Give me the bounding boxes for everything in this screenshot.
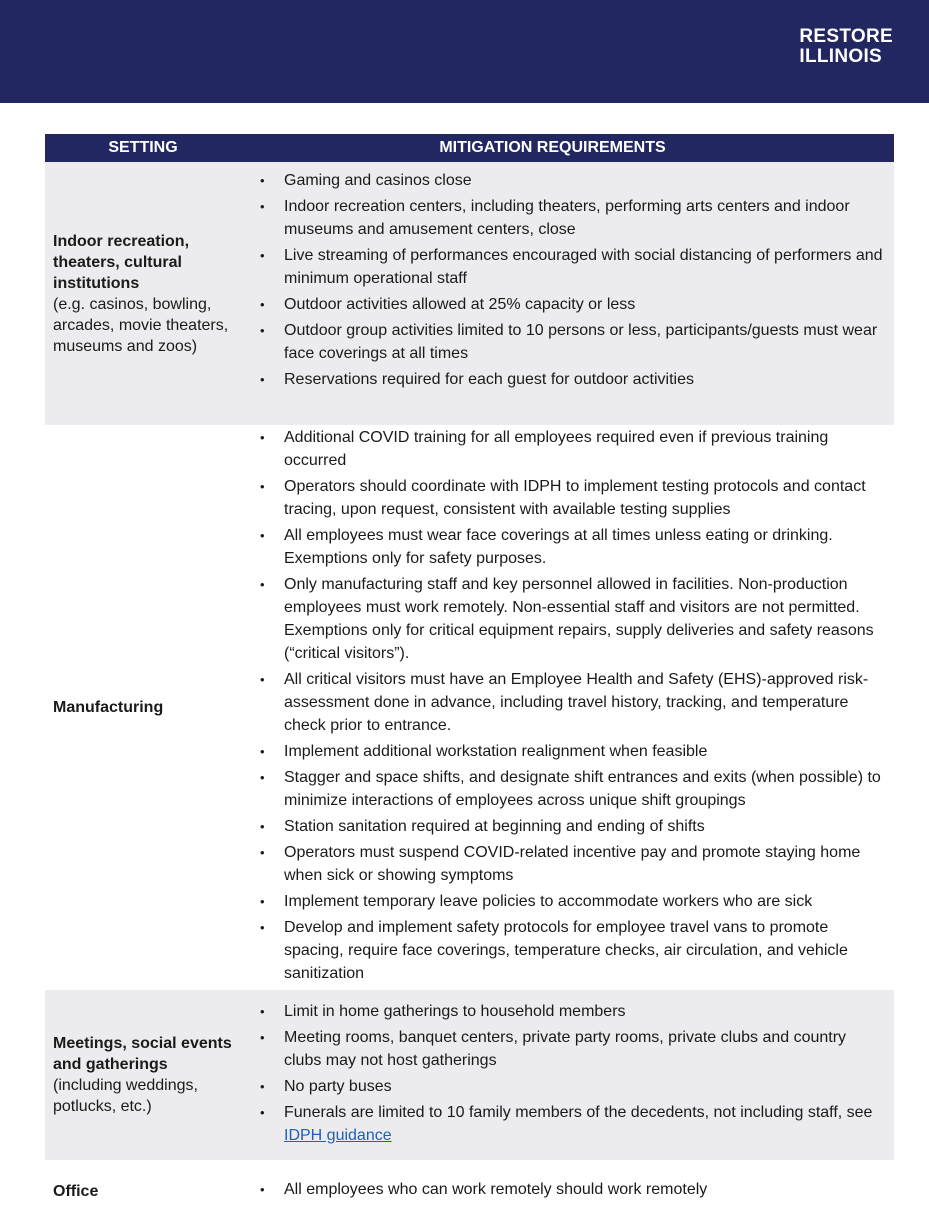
list-item: [260, 1101, 886, 1147]
table-row: [45, 1160, 894, 1230]
list-item: • Only manufacturing staff and key personnel allowed in facilities. Non-production employees must work remotely. Non-essential staff and visitors are not permitted. Exemptions only for critical equipment repairs, supply deliveries and safety reasons (“critical visitors”).: [260, 573, 886, 665]
table-row: [45, 425, 894, 990]
list-item: • Meeting rooms, banquet centers, private party rooms, private clubs and country clubs may not host gatherings: [260, 1026, 886, 1072]
list-item: • Station sanitation required at beginning and ending of shifts: [260, 815, 886, 838]
requirements-list: [260, 1000, 886, 1147]
requirements-cell: [245, 425, 894, 990]
requirements-list: [260, 426, 886, 985]
list-item: • Operators should coordinate with IDPH to implement testing protocols and contact tracing, upon request, consistent with available testing supplies: [260, 475, 886, 521]
list-item: • Live streaming of performances encouraged with social distancing of performers and minimum operational staff: [260, 244, 886, 290]
restore-illinois-logo: [799, 27, 893, 67]
funerals-text: Funerals are limited to 10 family members of the decedents, not including staff, see: [284, 1104, 873, 1121]
list-item: • Develop and implement safety protocols for employee travel vans to promote spacing, require face coverings, temperature checks, air circulation, and vehicle sanitization: [260, 916, 886, 985]
table-header: [45, 134, 894, 162]
list-item: • Reservations required for each guest for outdoor activities: [260, 368, 886, 391]
list-item: • Implement temporary leave policies to accommodate workers who are sick: [260, 890, 886, 913]
table-row: [45, 990, 894, 1160]
setting-cell: [45, 1160, 245, 1230]
list-item: • Stagger and space shifts, and designate shift entrances and exits (when possible) to minimize interactions of employees across unique shift groupings: [260, 766, 886, 812]
setting-title: Office: [53, 1183, 99, 1200]
header-setting: SETTING: [108, 139, 178, 156]
list-item: • All critical visitors must have an Employee Health and Safety (EHS)-approved risk-assessment done in advance, including travel history, tracking, and temperature check prior to entrance.: [260, 668, 886, 737]
list-item: • All employees must wear face coverings at all times unless eating or drinking. Exemptions only for safety purposes.: [260, 524, 886, 570]
list-item: • Outdoor group activities limited to 10 persons or less, participants/guests must wear face coverings at all times: [260, 319, 886, 365]
list-item: • Implement additional workstation realignment when feasible: [260, 740, 886, 763]
list-item: • Operators must suspend COVID-related incentive pay and promote staying home when sick or showing symptoms: [260, 841, 886, 887]
idph-guidance-link[interactable]: IDPH guidance: [284, 1127, 392, 1144]
requirements-list: [260, 1178, 886, 1201]
header-band: [0, 0, 929, 103]
list-item: • Gaming and casinos close: [260, 169, 886, 192]
setting-title: Meetings, social events and gatherings: [53, 1035, 232, 1073]
logo-line-1: RESTORE: [799, 26, 893, 47]
setting-subtitle: (including weddings, potlucks, etc.): [53, 1077, 198, 1115]
setting-cell: [45, 990, 245, 1160]
mitigation-table: [45, 134, 894, 1230]
logo-line-2: ILLINOIS: [799, 46, 883, 67]
list-item: • Indoor recreation centers, including theaters, performing arts centers and indoor museums and amusement centers, close: [260, 195, 886, 241]
setting-subtitle: (e.g. casinos, bowling, arcades, movie theaters, museums and zoos): [53, 295, 229, 355]
requirements-list: [260, 169, 886, 391]
setting-title: Manufacturing: [53, 699, 164, 716]
requirements-cell: [245, 990, 894, 1160]
list-item: • Outdoor activities allowed at 25% capacity or less: [260, 293, 886, 316]
list-item: • All employees who can work remotely should work remotely: [260, 1178, 886, 1201]
requirements-cell: [245, 162, 894, 425]
requirements-cell: [245, 1160, 894, 1230]
list-item: • No party buses: [260, 1075, 886, 1098]
setting-title: Indoor recreation, theaters, cultural institutions: [53, 232, 190, 292]
list-item: • Limit in home gatherings to household members: [260, 1000, 886, 1023]
header-requirements: MITIGATION REQUIREMENTS: [439, 139, 666, 156]
list-item: • Additional COVID training for all employees required even if previous training occurred: [260, 426, 886, 472]
table-row: [45, 162, 894, 425]
setting-cell: [45, 162, 245, 425]
setting-cell: [45, 425, 245, 990]
